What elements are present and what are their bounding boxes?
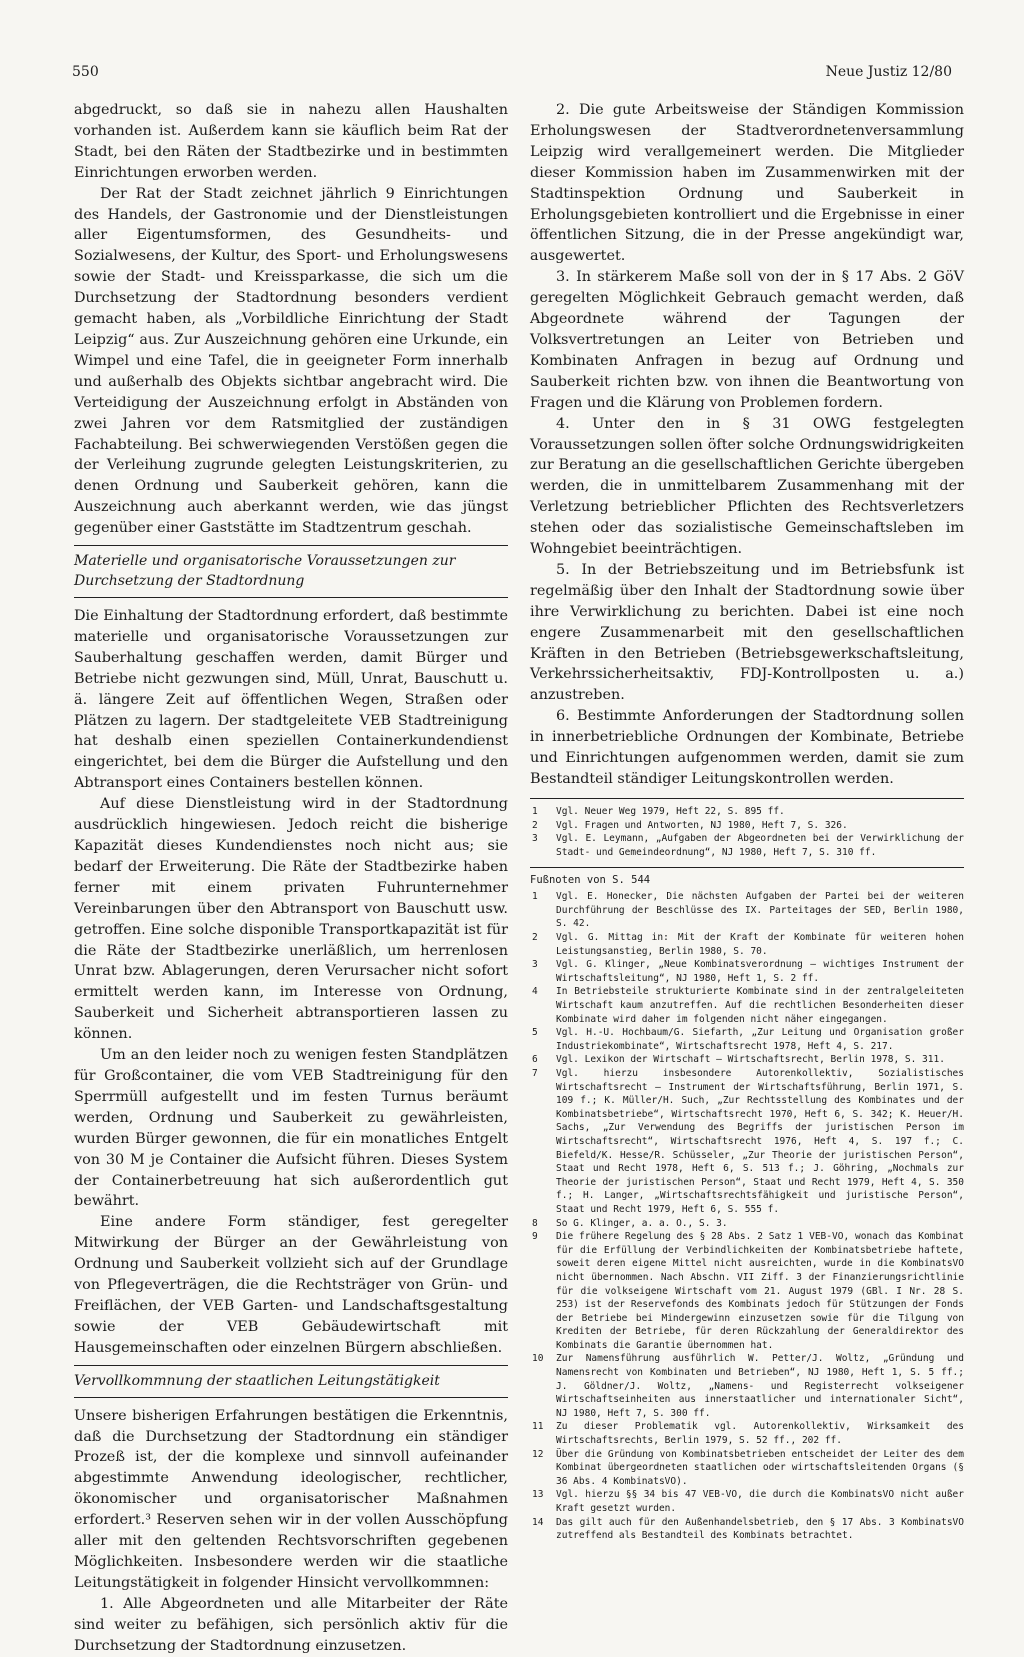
footnote: [530, 1230, 964, 1352]
footnote-number: 13: [532, 1489, 544, 1501]
footnote: [530, 1448, 964, 1489]
footnote-text: Vgl. G. Klinger, „Neue Kombinatsverordnung – wichtiges Instrument der Wirtschaftsleitung“, NJ 1980, Heft 1, S. 2 ff.: [556, 959, 964, 984]
page-number: 550: [72, 64, 99, 80]
footnote-number: 9: [532, 1231, 538, 1243]
footnote-number: 5: [532, 1027, 538, 1039]
paragraph: Um an den leider noch zu wenigen festen Standplätzen für Großcontainer, die vom VEB Stadtreinigung für den Sperrmüll aufgestellt und im festen Turnus beräumt werden, Ordnung und Sauberkeit zu gewährleisten, wurden Bürger gewonnen, die für ein monatliches Entgelt von 30 M je Container die Aufsicht führen. Dieses System der Containerbetreuung hat sich außerordentlich gut bewährt.: [74, 1047, 508, 1210]
paragraph: 6. Bestimmte Anforderungen der Stadtordnung sollen in innerbetriebliche Ordnungen der Kombinate, Betriebe und Einrichtungen aufgenommen werden, damit sie zum Bestandteil ständiger Leitungskontrollen werden.: [530, 708, 964, 787]
footnote-number: 3: [532, 959, 538, 971]
footnote-text: Über die Gründung von Kombinatsbetrieben entscheidet der Leiter des dem Kombinat übergeordneten staatlichen oder wirtschaftsleitenden Organs (§ 36 Abs. 4 KombinatsVO).: [556, 1448, 964, 1487]
footnote-text: Vgl. H.-U. Hochbaum/G. Siefarth, „Zur Leitung und Organisation großer Industriekombinate“, Wirtschaftsrecht 1978, Heft 4, S. 217.: [556, 1027, 964, 1052]
footnote: [530, 819, 964, 833]
footnote-text: Vgl. Fragen und Antworten, NJ 1980, Heft 7, S. 326.: [556, 819, 848, 831]
footnote: [530, 1488, 964, 1515]
section-heading: Materielle und organisatorische Voraussetzungen zur Durchsetzung der Stadtordnung: [74, 545, 508, 598]
paragraph: Die Einhaltung der Stadtordnung erfordert, daß bestimmte materielle und organisatorische Voraussetzungen zur Sauberhaltung geschaffen werden, damit Bürger und Betriebe nicht gezwungen sind, Müll, Unrat, Bauschutt u. ä. längere Zeit auf öffentlichen Wegen, Straßen oder Plätzen zu lagern. Der stadtgeleitete VEB Stadtreinigung hat deshalb einen speziellen Containerkundendienst eingerichtet, bei dem die Bürger die Aufstellung und den Abtransport eines Containers bestellen können.: [74, 608, 508, 792]
footnote: [530, 890, 964, 931]
footnote: [530, 1053, 964, 1067]
footnote-text: Vgl. Lexikon der Wirtschaft – Wirtschaftsrecht, Berlin 1978, S. 311.: [556, 1054, 945, 1066]
right-column: [530, 100, 964, 1543]
paragraph: 3. In stärkerem Maße soll von der in § 17 Abs. 2 GöV geregelten Möglichkeit Gebrauch gemacht werden, daß Abgeordnete während der Tagungen der Volksvertretungen an Leiter von Betrieben und Kombinaten Anfragen in bezug auf Ordnung und Sauberkeit richten bzw. von ihnen die Beantwortung von Fragen und die Klärung von Problemen fordern.: [530, 269, 964, 411]
footnotes: [530, 798, 964, 859]
footnote-text: Zu dieser Problematik vgl. Autorenkollektiv, Wirksamkeit des Wirtschaftsrechts, Berlin 1979, S. 52 ff., 202 ff.: [556, 1421, 964, 1447]
footnote-number: 11: [532, 1421, 544, 1433]
footnote-number: 3: [532, 833, 538, 845]
footnote-number: 1: [532, 805, 538, 817]
footnote: [530, 1516, 964, 1543]
journal-issue: Neue Justiz 12/80: [825, 64, 952, 80]
footnote-number: 14: [532, 1516, 544, 1528]
section-heading: Vervollkommnung der staatlichen Leitungstätigkeit: [74, 1365, 508, 1398]
footnote-number: 8: [532, 1217, 538, 1229]
footnote-text: Das gilt auch für den Außenhandelsbetrieb, den § 17 Abs. 3 KombinatsVO zutreffend als Bestandteil des Kombinats betrachtet.: [556, 1516, 964, 1542]
paragraph: 4. Unter den in § 31 OWG festgelegten Voraussetzungen sollen öfter solche Ordnungswidrigkeiten zur Beratung an die gesellschaftlichen Gerichte übergeben werden, die in unmittelbarem Zusammenhang mit der Verletzung betrieblicher Pflichten des Rechtsverletzers stehen oder das sozialistische Gemeinschaftsleben im Wohngebiet beeinträchtigen.: [530, 415, 964, 558]
paragraph: Eine andere Form ständiger, fest geregelter Mitwirkung der Bürger an der Gewährleistung von Ordnung und Sauberkeit vollzieht sich auf der Grundlage von Pflegeverträgen, die die Rechtsträger von Grün- und Freiflächen, der VEB Garten- und Landschaftsgestaltung sowie der VEB Gebäudewirtschaft mit Hausgemeinschaften oder einzelnen Bürgern abschließen.: [74, 1214, 508, 1356]
footnote-number: 6: [532, 1054, 538, 1066]
left-column: [74, 100, 508, 1657]
footnote-text: Vgl. E. Honecker, Die nächsten Aufgaben der Partei bei der weiteren Durchführung der Beschlüsse des IX. Parteitages der SED, Berlin 1980, S. 42.: [556, 891, 964, 930]
paragraph: 1. Alle Abgeordneten und alle Mitarbeiter der Räte sind weiter zu befähigen, sich persönlich aktiv für die Durchsetzung der Stadtordnung einzusetzen.: [74, 1595, 508, 1654]
footnotes-heading: Fußnoten von S. 544: [530, 874, 651, 887]
footnote: [530, 931, 964, 958]
footnote: [530, 1420, 964, 1447]
footnote: [530, 985, 964, 1026]
footnote-text: So G. Klinger, a. a. O., S. 3.: [556, 1217, 728, 1229]
footnote-number: 7: [532, 1068, 538, 1079]
paragraph: 5. In der Betriebszeitung und im Betriebsfunk ist regelmäßig über den Inhalt der Stadtordnung sowie über ihre Verwirklichung zu berichten. Dabei ist eine noch engere Zusammenarbeit mit den gesellschaftlichen Kräften in den Betrieben (Betriebsgewerkschaftsleitung, Verkehrssicherheitsaktiv, FDJ-Kontrollposten u. a.) anzustreben.: [530, 561, 964, 704]
paragraph: Auf diese Dienstleistung wird in der Stadtordnung ausdrücklich hingewiesen. Jedoch reicht die bisherige Kapazität dieses Kundendienstes noch nicht aus; sie bedarf der Erweiterung. Die Räte der Stadtbezirke haben ferner mit einem privaten Fuhrunternehmer Vereinbarungen über den Abtransport von Bauschutt usw. getroffen. Eine solche disponible Transportkapazität ist für die Räte der Stadtbezirke unerläßlich, um herrenlosen Unrat bzw. Ablagerungen, deren Verursacher nicht sofort ermittelt werden kann, im Interesse von Ordnung, Sauberkeit und Sicherheit abtransportieren lassen zu können.: [74, 796, 508, 1043]
footnote-number: 2: [532, 932, 538, 944]
footnote-text: Vgl. G. Mittag in: Mit der Kraft der Kombinate für weiteren hohen Leistungsanstieg, Berlin 1980, S. 70.: [556, 932, 964, 957]
footnote: [530, 958, 964, 985]
footnote-number: 2: [532, 819, 538, 831]
paragraph: Der Rat der Stadt zeichnet jährlich 9 Einrichtungen des Handels, der Gastronomie und der Dienstleistungen aller Eigentumsformen, des Gesundheits- und Sozialwesens, der Kultur, des Sport- und Erholungswesens sowie der Stadt- und Kreissparkasse, die sich um die Durchsetzung der Stadtordnung besonders verdient gemacht haben, als „Vorbildliche Einrichtung der Stadt Leipzig“ aus. Zur Auszeichnung gehören eine Urkunde, ein Wimpel und eine Tafel, die in geeigneter Form innerhalb und außerhalb des Objekts sichtbar angebracht wird. Die Verteidigung der Auszeichnung erfolgt in Abständen von zwei Jahren vor dem Ratsmitglied der zuständigen Fachabteilung. Bei schwerwiegenden Verstößen gegen die der Verleihung zugrunde gelegten Leistungskriterien, zu denen Ordnung und Sauberkeit gehören, kann die Auszeichnung auch aberkannt werden, wie das jüngst gegenüber einer Gaststätte im Stadtzentrum geschah.: [74, 185, 508, 537]
footnote-number: 1: [532, 891, 538, 903]
divider: [530, 867, 964, 868]
footnote: [530, 1067, 964, 1217]
footnote-text: Vgl. hierzu insbesondere Autorenkollektiv, Sozialistisches Wirtschaftsrecht – Instrument der Wirtschaftsführung, Berlin 1971, S. 109 f.; K. Müller/H. Such, „Zur Rechtsstellung des Kombinates und der Kombinatsbetriebe“, Wirtschaftsrecht 1970, Heft 6, S. 342; K. Heuer/H. Sachs, „Zur Verwendung des Begriffs der juristischen Person im Wirtschaftsrecht“, Wirtschaftsrecht 1976, Heft 4, S. 197 f.; C. Biefeld/K. Hesse/R. Schüsseler, „Zur Theorie der juristischen Person“, Staat und Recht 1978, Heft 6, S. 513 f.; J. Göhring, „Nochmals zur Theorie der juristischen Person“, Staat und Recht 1979, Heft 4, S. 350 f.; H. Langer, „Wirtschaftsrechtsfähigkeit und juristische Person“, Staat und Recht 1979, Heft 6, S. 555 f.: [556, 1068, 964, 1215]
footnote-text: In Betriebsteile strukturierte Kombinate sind in der zentralgeleiteten Wirtschaft kaum anzutreffen. Auf die rechtlichen Besonderheiten dieser Kombinate wird daher im folgenden nicht näher eingegangen.: [556, 986, 964, 1025]
footnote-text: Vgl. E. Leymann, „Aufgaben der Abgeordneten bei der Verwirklichung der Stadt- und Gemeindeordnung“, NJ 1980, Heft 7, S. 310 ff.: [556, 833, 964, 858]
footnote: [530, 832, 964, 859]
paragraph: 2. Die gute Arbeitsweise der Ständigen Kommission Erholungswesen der Stadtverordnetenversammlung Leipzig wird verallgemeinert werden. Die Mitglieder dieser Kommission haben im Zusammenwirken mit der Stadtinspektion Ordnung und Sauberkeit in Erholungsgebieten kontrolliert und die Ergebnisse in einer öffentlichen Sitzung, die in der Presse angekündigt war, ausgewertet.: [530, 102, 964, 265]
footnote-text: Die frühere Regelung des § 28 Abs. 2 Satz 1 VEB-VO, wonach das Kombinat für die Erfüllung der Verbindlichkeiten der Kombinatsbetriebe haftete, soweit deren eigene Mittel nicht ausreichten, wurde in die KombinatsVO nicht übernommen. Nach Abschn. VII Ziff. 3 der Finanzierungsrichtlinie für die volkseigene Wirtschaft vom 21. August 1979 (GBl. I Nr. 28 S. 253) ist der Reservefonds des Kombinats jedoch für Stützungen der Fonds der Betriebe bei Mindergewinn einzusetzen sowie für die Tilgung von Krediten der Betriebe, für deren Rückzahlung der Generaldirektor des Kombinats die Garantie übernommen hat.: [556, 1231, 964, 1351]
footnote-text: Zur Namensführung ausführlich W. Petter/J. Woltz, „Gründung und Namensrecht von Kombinaten und Betrieben“, NJ 1980, Heft 1, S. 5 ff.; J. Göldner/J. Woltz, „Namens- und Registerrecht volkseigener Wirtschaftseinheiten aus innerstaatlicher und internationaler Sicht“, NJ 1980, Heft 7, S. 300 ff.: [556, 1353, 964, 1419]
footnote-text: Vgl. Neuer Weg 1979, Heft 22, S. 895 ff.: [556, 805, 785, 817]
footnote: [530, 1352, 964, 1420]
footnote: [530, 1026, 964, 1053]
footnote: [530, 805, 964, 819]
page-header: [72, 64, 952, 86]
footnote-number: 4: [532, 986, 538, 998]
footnotes-from-page-544: [530, 890, 964, 1543]
footnote: [530, 1217, 964, 1231]
footnote-text: Vgl. hierzu §§ 34 bis 47 VEB-VO, die durch die KombinatsVO nicht außer Kraft gesetzt wurden.: [556, 1489, 964, 1514]
footnote-number: 10: [532, 1353, 544, 1365]
paragraph: abgedruckt, so daß sie in nahezu allen Haushalten vorhanden ist. Außerdem kann sie käuflich beim Rat der Stadt, bei den Räten der Stadtbezirke und in bestimmten Einrichtungen erworben werden.: [74, 102, 508, 181]
paragraph: Unsere bisherigen Erfahrungen bestätigen die Erkenntnis, daß die Durchsetzung der Stadtordnung ein ständiger Prozeß ist, der die komplexe und sinnvoll aufeinander abgestimmte Anwendung ideologischer, rechtlicher, ökonomischer und organisatorischer Maßnahmen erfordert.³ Reserven sehen wir in der vollen Ausschöpfung aller mit den geltenden Rechtsvorschriften gegebenen Möglichkeiten. Insbesondere werden wir die staatliche Leitungstätigkeit in folgender Hinsicht vervollkommnen:: [74, 1407, 508, 1591]
footnote-number: 12: [532, 1448, 544, 1460]
